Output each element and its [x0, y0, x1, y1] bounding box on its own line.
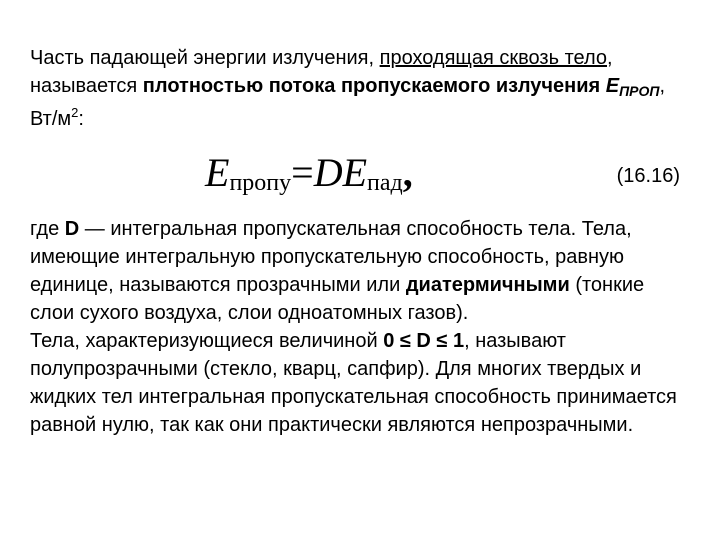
formula-lhs: E [205, 150, 230, 195]
definition-paragraph [30, 44, 690, 133]
formula-comma: , [402, 150, 413, 195]
symbol-e: E [605, 75, 620, 97]
colon: : [78, 108, 84, 130]
text-semi-intro: Тела, характеризующиеся величиной [30, 330, 384, 352]
formula [205, 148, 413, 208]
text-intro: Часть падающей энергии излучения, [30, 47, 380, 69]
text-gases: (тонкие слои сухого воздуха, слои одноатомных газов). [30, 274, 645, 324]
unit-text: , Вт/м [30, 75, 666, 130]
inequality: 0 ≤ D ≤ 1 [383, 330, 465, 352]
text-where: где [30, 218, 65, 240]
formula-lhs-sub: пропу [229, 170, 292, 196]
equation-number: (16.16) [616, 165, 680, 187]
explanation-paragraph [30, 215, 690, 439]
text-called: , называется [30, 47, 613, 97]
text-transparent: — интегральная пропускательная способность тела. Тела, имеющие интегральную пропускательную способность, равную единице, называются прозрачными или [30, 218, 632, 296]
term-diathermic: диатермичными [405, 274, 570, 296]
underlined-phrase: проходящая сквозь тело [379, 47, 607, 69]
text-semi-rest: , называют полупрозрачными (стекло, кварц, сапфир). Для многих твердых и жидких тел интегральная пропускательная способность принимается равной нулю, так как они практически являются непрозрачными. [30, 330, 677, 436]
formula-rhs: DE [313, 150, 368, 195]
symbol-d: D [64, 218, 80, 240]
term-bold: плотностью потока пропускаемого излучения [142, 75, 606, 97]
symbol-subscript: ПРОП [619, 83, 660, 99]
formula-equals: = [291, 150, 314, 195]
unit-superscript: 2 [71, 105, 79, 120]
formula-rhs-sub: пад [367, 170, 403, 196]
